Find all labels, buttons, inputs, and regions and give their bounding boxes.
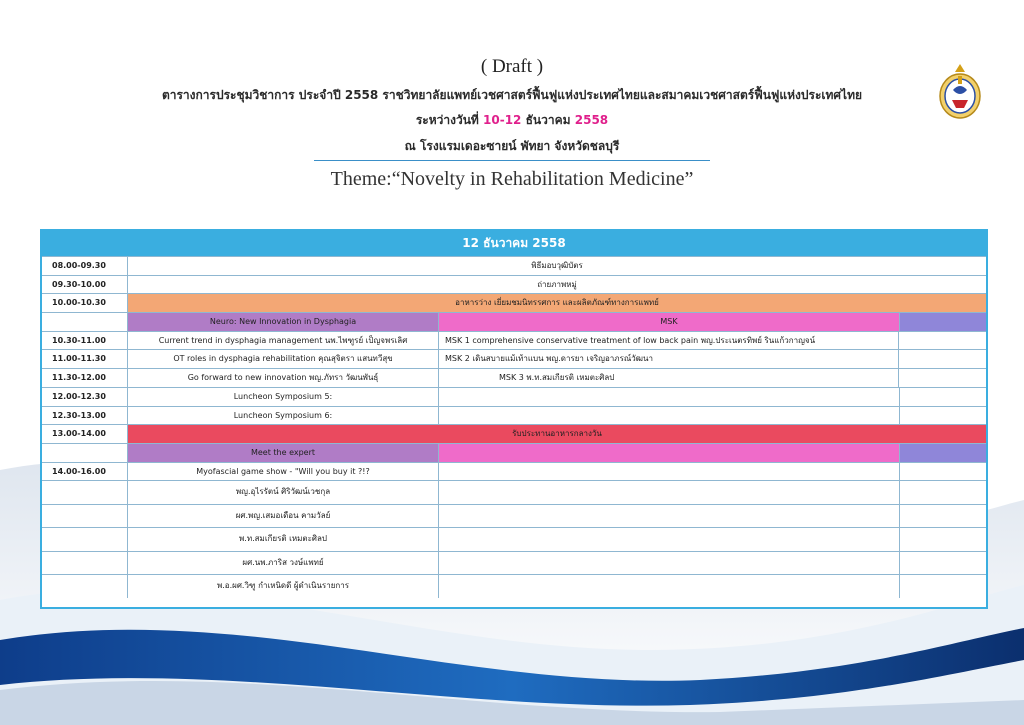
time-cell: 10.30-11.00 [42, 332, 128, 350]
break-cell: อาหารว่าง เยี่ยมชมนิทรรศการ และผลิตภัณฑ์ทางการแพทย์ [128, 294, 986, 312]
time-cell: 11.00-11.30 [42, 350, 128, 368]
time-cell [42, 528, 128, 551]
draft-label: ( Draft ) [480, 56, 544, 77]
conference-title: ตารางการประชุมวิชาการ ประจำปี 2558 ราชวิทยาลัยแพทย์เวชศาสตร์ฟื้นฟูแห่งประเทศไทยและสมาคมเวชศาสตร์ฟื้นฟูแห่งประเทศไทย [161, 88, 863, 102]
time-cell [42, 552, 128, 575]
table-row [42, 551, 986, 575]
dates-year: 2558 [574, 113, 609, 127]
dates-month: ธันวาคม [525, 113, 571, 127]
session-cell: ถ่ายภาพหมู่ [537, 279, 577, 289]
session-cell [899, 350, 986, 368]
table-row [42, 574, 986, 598]
session-cell [439, 481, 900, 504]
track-header-empty [900, 444, 986, 462]
session-cell: MSK 3 พ.ท.สมเกียรติ เหมตะศิลป [439, 369, 899, 387]
session-cell: MSK 1 comprehensive conservative treatment of low back pain พญ.ประเนตรทิพย์ รินแก้วกาญจน์ [439, 332, 899, 350]
schedule-table [40, 229, 988, 609]
session-cell [899, 332, 986, 350]
time-cell: 11.30-12.00 [42, 369, 128, 387]
table-row [42, 443, 986, 462]
track-header-empty [439, 444, 900, 462]
session-cell [439, 552, 900, 575]
college-seal-logo [937, 62, 983, 120]
session-cell: Luncheon Symposium 6: [128, 407, 439, 425]
session-cell [439, 463, 900, 481]
session-cell: Go forward to new innovation พญ.ภัทรา วัฒนพันธุ์ [128, 369, 439, 387]
session-cell: OT roles in dysphagia rehabilitation คุณสุจิตรา แสนทวีสุข [128, 350, 439, 368]
table-row [42, 387, 986, 406]
table-row [42, 406, 986, 425]
table-row [42, 331, 986, 350]
time-cell: 14.00-16.00 [42, 463, 128, 481]
table-row [42, 293, 986, 312]
time-cell [42, 481, 128, 504]
time-cell: 09.30-10.00 [42, 276, 128, 294]
table-row [42, 256, 986, 275]
speaker-cell: พ.ท.สมเกียรติ เหมตะศิลป [128, 528, 439, 551]
session-cell [899, 369, 986, 387]
session-cell [900, 388, 986, 406]
table-row [42, 462, 986, 481]
track-header-meet-expert: Meet the expert [128, 444, 439, 462]
speaker-cell: ผศ.พญ.เสมอเดือน คามวัลย์ [128, 505, 439, 528]
session-cell [900, 575, 986, 598]
moderator-cell: พ.อ.ผศ.วิฑู กำเหนิดดี ผู้ดำเนินรายการ [128, 575, 439, 598]
time-cell [42, 444, 128, 462]
time-cell: 10.00-10.30 [42, 294, 128, 312]
time-cell: 12.30-13.00 [42, 407, 128, 425]
session-cell [900, 481, 986, 504]
time-cell: 12.00-12.30 [42, 388, 128, 406]
time-cell [42, 575, 128, 598]
table-row [42, 480, 986, 504]
session-cell [439, 388, 900, 406]
table-row [42, 368, 986, 387]
table-row [42, 504, 986, 528]
time-cell [42, 505, 128, 528]
session-cell [900, 407, 986, 425]
session-cell: พิธีมอบวุฒิบัตร [531, 261, 583, 270]
header-divider [314, 160, 710, 161]
track-header-neuro: Neuro: New Innovation in Dysphagia [128, 313, 439, 331]
session-cell [900, 505, 986, 528]
session-cell [439, 505, 900, 528]
lunch-cell: รับประทานอาหารกลางวัน [128, 425, 986, 443]
conference-venue: ณ โรงแรมเดอะซายน์ พัทยา จังหวัดชลบุรี [404, 139, 620, 153]
track-header-msk: MSK [439, 313, 900, 331]
time-cell: 08.00-09.30 [42, 257, 128, 275]
session-cell [439, 575, 900, 598]
table-row [42, 527, 986, 551]
session-cell [439, 528, 900, 551]
dates-range: 10-12 [483, 113, 522, 127]
session-cell [900, 463, 986, 481]
table-row [42, 424, 986, 443]
theme-title: Theme:“Novelty in Rehabilitation Medicine” [330, 168, 694, 190]
session-cell: Current trend in dysphagia management นพ.ไพฑูรย์ เป็ญจพรเลิศ [128, 332, 439, 350]
session-cell [900, 528, 986, 551]
speaker-cell: ผศ.นพ.ภาริส วงษ์แพทย์ [128, 552, 439, 575]
session-cell: Luncheon Symposium 5: [128, 388, 439, 406]
session-cell [900, 552, 986, 575]
session-cell: MSK 2 เดินสบายแม้เท้าแบน พญ.ดารยา เจริญอาภรณ์วัฒนา [439, 350, 899, 368]
track-header-third [900, 313, 986, 331]
time-cell [42, 313, 128, 331]
time-cell: 13.00-14.00 [42, 425, 128, 443]
speaker-cell: พญ.อุไรรัตน์ ศิริวัฒน์เวชกุล [128, 481, 439, 504]
table-row [42, 349, 986, 368]
table-row [42, 312, 986, 331]
dates-prefix: ระหว่างวันที่ [415, 113, 479, 127]
schedule-date-header: 12 ธันวาคม 2558 [42, 231, 986, 256]
session-cell: Myofascial game show - "Will you buy it ?!? [128, 463, 439, 481]
session-cell [439, 407, 900, 425]
table-row [42, 275, 986, 294]
conference-dates [0, 111, 1024, 130]
